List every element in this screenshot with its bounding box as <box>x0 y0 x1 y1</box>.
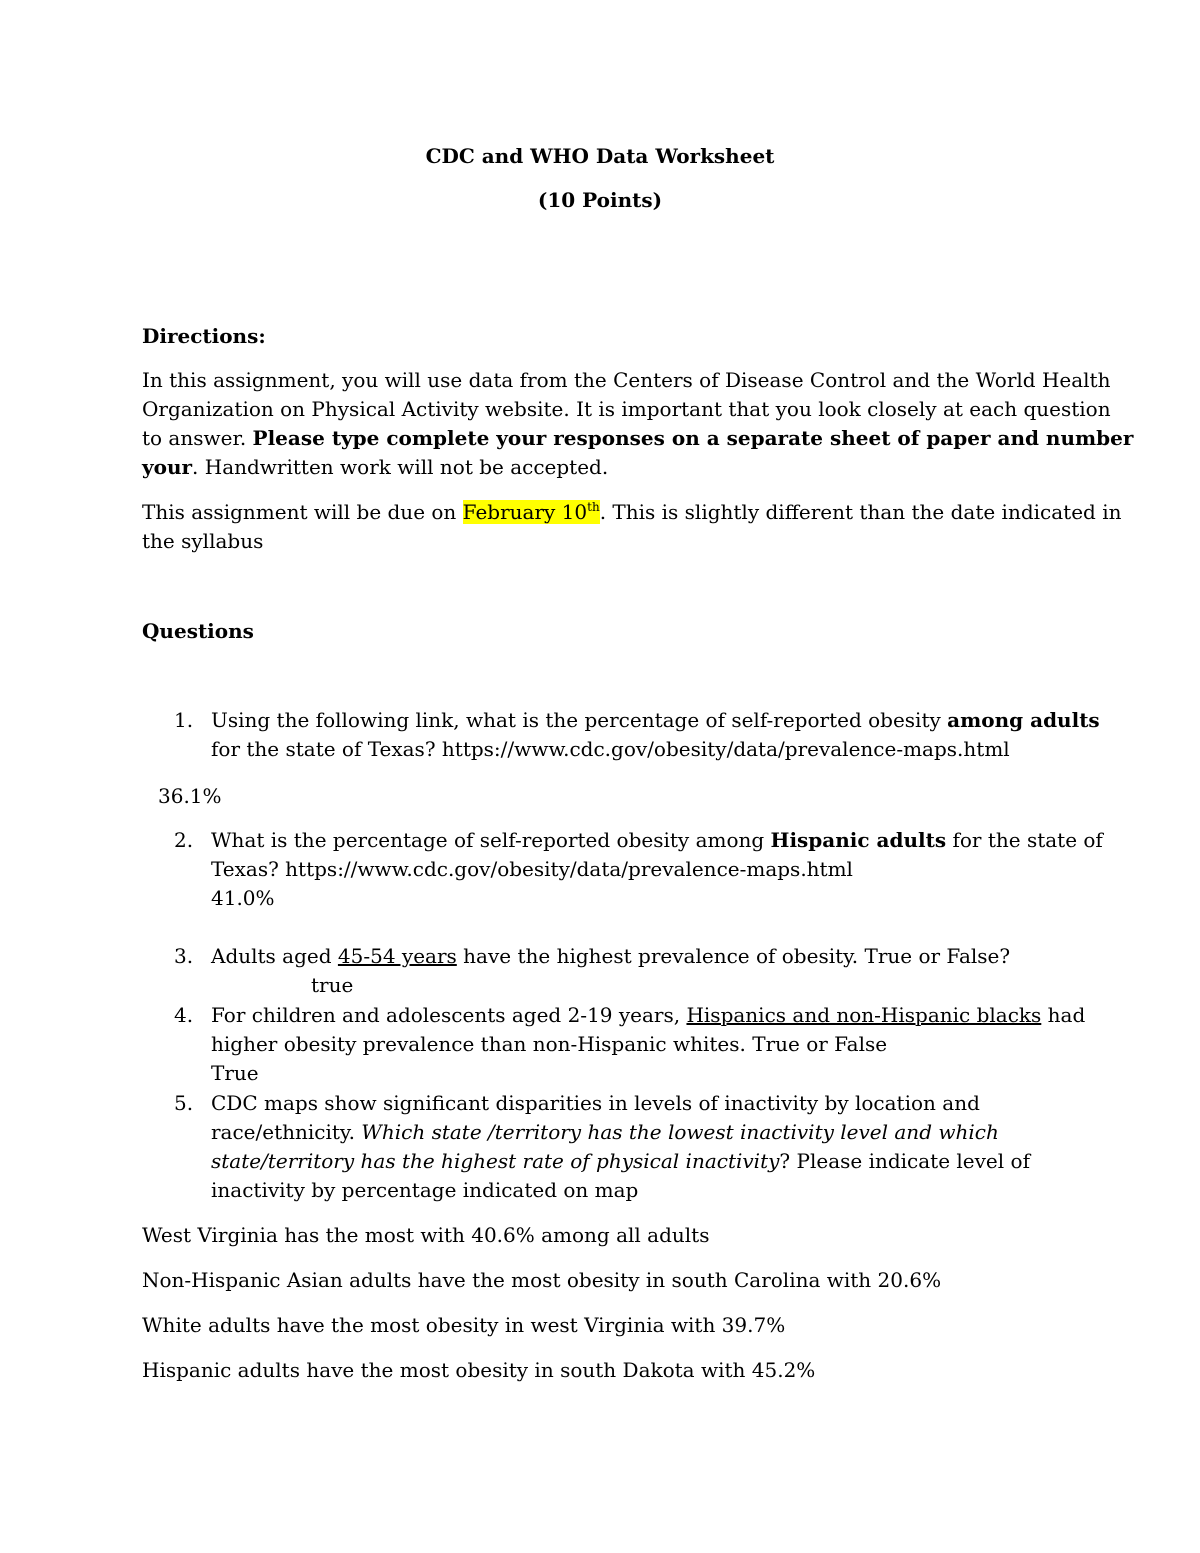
directions-line-1: In this assignment, you will use data from the Centers of Disease Control and the World Health <box>142 368 1111 392</box>
question-1-line-1: Using the following link, what is the percentage of self-reported obesity among adults <box>211 708 1100 732</box>
question-4-line-2: higher obesity prevalence than non-Hispanic whites. True or False <box>211 1032 888 1056</box>
question-2-answer: 41.0% <box>211 886 275 910</box>
question-2-line-1: What is the percentage of self-reported obesity among Hispanic adults for the state of <box>211 828 1103 852</box>
question-1-line-2: for the state of Texas? https://www.cdc.gov/obesity/data/prevalence-maps.html <box>211 737 1010 761</box>
directions-line-4: your. Handwritten work will not be accepted. <box>142 455 609 479</box>
page-title: CDC and WHO Data Worksheet <box>425 144 775 168</box>
directions-line-2: Organization on Physical Activity website. It is important that you look closely at each question <box>142 397 1111 421</box>
questions-heading: Questions <box>142 619 254 643</box>
answer-line-4: Hispanic adults have the most obesity in south Dakota with 45.2% <box>142 1358 816 1382</box>
question-3-line-1: Adults aged 45-54 years have the highest prevalence of obesity. True or False? <box>211 944 1011 968</box>
question-3-number: 3. <box>174 944 194 968</box>
question-5-number: 5. <box>174 1091 194 1115</box>
question-5-line-4: inactivity by percentage indicated on map <box>211 1178 639 1202</box>
directions-line-3: to answer. Please type complete your responses on a separate sheet of paper and number <box>142 426 1134 450</box>
answer-line-3: White adults have the most obesity in west Virginia with 39.7% <box>142 1313 786 1337</box>
due-date-line-2: the syllabus <box>142 529 264 553</box>
question-2-line-2: Texas? https://www.cdc.gov/obesity/data/prevalence-maps.html <box>211 857 853 881</box>
question-5-line-1: CDC maps show significant disparities in levels of inactivity by location and <box>211 1091 980 1115</box>
question-5-line-2: race/ethnicity. Which state /territory has the lowest inactivity level and which <box>211 1120 999 1144</box>
question-3-answer: true <box>311 973 354 997</box>
question-1-answer: 36.1% <box>158 784 222 808</box>
answer-line-1: West Virginia has the most with 40.6% among all adults <box>142 1223 710 1247</box>
due-date-highlight: February 10th <box>462 500 600 524</box>
question-4-answer: True <box>211 1061 259 1085</box>
question-1-number: 1. <box>174 708 194 732</box>
due-date-line-1: This assignment will be due on February 10th. This is slightly different than the date indicated in <box>142 500 1122 524</box>
answer-line-2: Non-Hispanic Asian adults have the most obesity in south Carolina with 20.6% <box>142 1268 942 1292</box>
question-2-number: 2. <box>174 828 194 852</box>
question-4-number: 4. <box>174 1003 194 1027</box>
directions-heading: Directions: <box>142 324 266 348</box>
question-5-line-3: state/territory has the highest rate of physical inactivity? Please indicate level of <box>211 1149 1030 1173</box>
points-subtitle: (10 Points) <box>537 188 663 212</box>
question-4-line-1: For children and adolescents aged 2-19 years, Hispanics and non-Hispanic blacks had <box>211 1003 1086 1027</box>
